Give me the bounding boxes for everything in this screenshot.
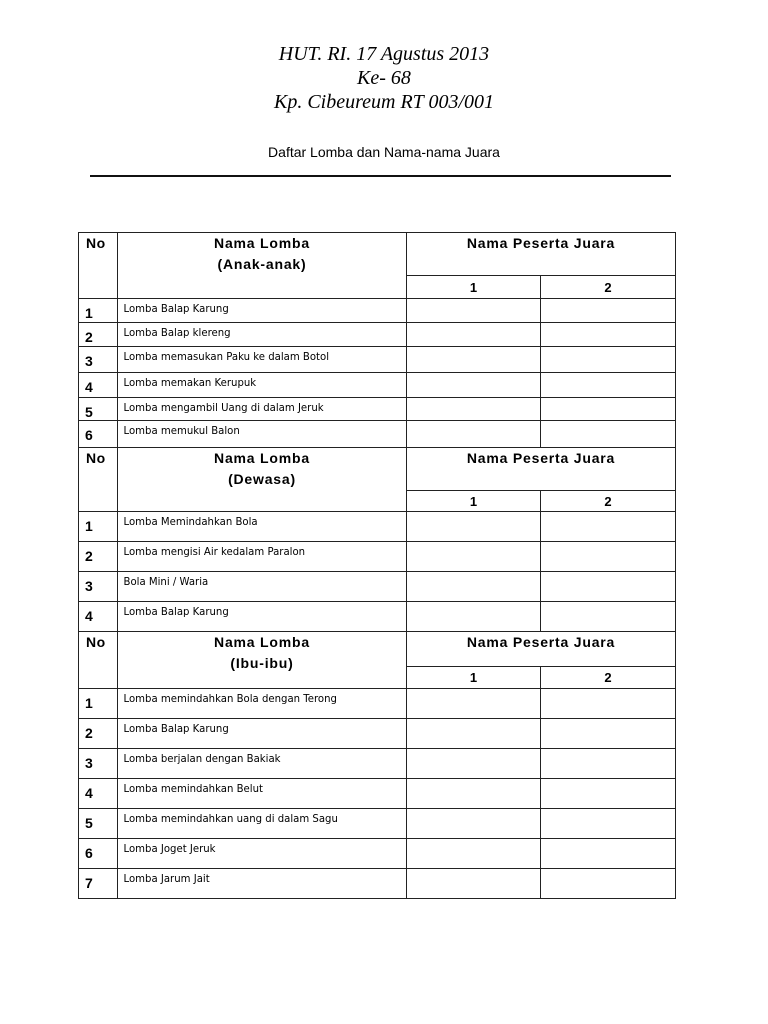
winner-2-cell[interactable] bbox=[541, 542, 676, 572]
rank-2-header: 2 bbox=[541, 667, 676, 689]
row-number: 2 bbox=[79, 542, 118, 572]
rank-2-header: 2 bbox=[541, 491, 676, 512]
title-event: HUT. RI. 17 Agustus 2013 bbox=[278, 43, 490, 65]
event-cell bbox=[118, 749, 407, 779]
winner-2-cell[interactable] bbox=[541, 323, 676, 347]
row-number: 6 bbox=[79, 421, 118, 448]
row-number: 2 bbox=[79, 719, 118, 749]
winner-2-cell[interactable] bbox=[541, 689, 676, 719]
event-name: Lomba mengambil Uang di dalam Jeruk bbox=[123, 401, 324, 414]
winner-1-cell[interactable] bbox=[407, 689, 541, 719]
winner-2-cell[interactable] bbox=[541, 398, 676, 421]
event-cell bbox=[118, 869, 407, 899]
winners-header: Nama Peserta Juara bbox=[407, 233, 676, 276]
row-number: 1 bbox=[79, 689, 118, 719]
rank-1-header: 1 bbox=[407, 491, 541, 512]
row-number: 7 bbox=[79, 869, 118, 899]
table-row bbox=[79, 602, 676, 632]
document-subtitle: Daftar Lomba dan Nama-nama Juara bbox=[268, 144, 500, 160]
table-row bbox=[79, 347, 676, 373]
section-header-dewasa bbox=[79, 448, 676, 491]
winner-2-cell[interactable] bbox=[541, 373, 676, 398]
event-name: Lomba memindahkan uang di dalam Sagu bbox=[123, 812, 338, 825]
category-label: (Dewasa) bbox=[228, 471, 296, 487]
event-name-label: Nama Lomba bbox=[214, 235, 310, 251]
winner-2-cell[interactable] bbox=[541, 839, 676, 869]
winner-2-cell[interactable] bbox=[541, 869, 676, 899]
winner-1-cell[interactable] bbox=[407, 779, 541, 809]
row-number: 5 bbox=[79, 398, 118, 421]
row-number: 3 bbox=[79, 347, 118, 373]
rank-2-header: 2 bbox=[541, 276, 676, 299]
event-name-label: Nama Lomba bbox=[214, 450, 310, 466]
event-name: Lomba memindahkan Bola dengan Terong bbox=[123, 692, 337, 705]
event-name: Lomba memasukan Paku ke dalam Botol bbox=[123, 350, 330, 363]
winner-2-cell[interactable] bbox=[541, 749, 676, 779]
event-cell bbox=[118, 323, 407, 347]
event-name-label: Nama Lomba bbox=[214, 634, 310, 650]
event-cell bbox=[118, 572, 407, 602]
winner-1-cell[interactable] bbox=[407, 602, 541, 632]
event-name: Lomba Joget Jeruk bbox=[123, 842, 216, 855]
event-cell bbox=[118, 542, 407, 572]
winner-1-cell[interactable] bbox=[407, 719, 541, 749]
winner-1-cell[interactable] bbox=[407, 512, 541, 542]
event-name: Lomba Balap Karung bbox=[123, 722, 229, 735]
event-cell bbox=[118, 779, 407, 809]
winner-2-cell[interactable] bbox=[541, 421, 676, 448]
no-header: No bbox=[79, 632, 118, 689]
event-name: Lomba berjalan dengan Bakiak bbox=[123, 752, 281, 765]
event-name-header bbox=[118, 448, 407, 512]
event-cell bbox=[118, 299, 407, 323]
winner-2-cell[interactable] bbox=[541, 602, 676, 632]
event-name: Lomba mengisi Air kedalam Paralon bbox=[123, 545, 306, 558]
event-cell bbox=[118, 602, 407, 632]
table-row bbox=[79, 299, 676, 323]
event-name: Bola Mini / Waria bbox=[123, 575, 209, 588]
table-row bbox=[79, 689, 676, 719]
winner-1-cell[interactable] bbox=[407, 299, 541, 323]
row-number: 1 bbox=[79, 512, 118, 542]
category-label: (Anak-anak) bbox=[217, 256, 307, 272]
winner-2-cell[interactable] bbox=[541, 809, 676, 839]
row-number: 1 bbox=[79, 299, 118, 323]
table-row bbox=[79, 839, 676, 869]
event-cell bbox=[118, 839, 407, 869]
rank-1-header: 1 bbox=[407, 667, 541, 689]
winner-1-cell[interactable] bbox=[407, 542, 541, 572]
table-row bbox=[79, 779, 676, 809]
winners-table bbox=[78, 232, 676, 899]
event-cell bbox=[118, 512, 407, 542]
title-location: Kp. Cibeureum RT 003/001 bbox=[273, 91, 494, 113]
winner-1-cell[interactable] bbox=[407, 421, 541, 448]
winners-header: Nama Peserta Juara bbox=[407, 632, 676, 667]
winner-2-cell[interactable] bbox=[541, 719, 676, 749]
row-number: 4 bbox=[79, 602, 118, 632]
winner-1-cell[interactable] bbox=[407, 809, 541, 839]
winners-header: Nama Peserta Juara bbox=[407, 448, 676, 491]
event-name: Lomba Jarum Jait bbox=[123, 872, 210, 885]
winner-2-cell[interactable] bbox=[541, 299, 676, 323]
row-number: 4 bbox=[79, 373, 118, 398]
winner-1-cell[interactable] bbox=[407, 749, 541, 779]
winner-1-cell[interactable] bbox=[407, 572, 541, 602]
table-row bbox=[79, 869, 676, 899]
table-row bbox=[79, 512, 676, 542]
no-header: No bbox=[79, 233, 118, 299]
table-row bbox=[79, 421, 676, 448]
row-number: 3 bbox=[79, 572, 118, 602]
table-row bbox=[79, 749, 676, 779]
event-name: Lomba Balap Karung bbox=[123, 302, 229, 315]
row-number: 3 bbox=[79, 749, 118, 779]
section-header-anak-anak bbox=[79, 233, 676, 276]
table-row bbox=[79, 323, 676, 347]
event-cell bbox=[118, 809, 407, 839]
table-row bbox=[79, 572, 676, 602]
event-name: Lomba memindahkan Belut bbox=[123, 782, 263, 795]
table-row bbox=[79, 398, 676, 421]
event-cell bbox=[118, 347, 407, 373]
category-label: (Ibu-ibu) bbox=[230, 655, 294, 671]
event-cell bbox=[118, 421, 407, 448]
winner-1-cell[interactable] bbox=[407, 373, 541, 398]
row-number: 5 bbox=[79, 809, 118, 839]
event-cell bbox=[118, 719, 407, 749]
no-header: No bbox=[79, 448, 118, 512]
event-cell bbox=[118, 398, 407, 421]
title-edition: Ke- 68 bbox=[357, 67, 411, 89]
event-name: Lomba Balap Karung bbox=[123, 605, 229, 618]
winner-2-cell[interactable] bbox=[541, 347, 676, 373]
divider-line bbox=[90, 175, 671, 177]
event-cell bbox=[118, 689, 407, 719]
event-name: Lomba Memindahkan Bola bbox=[123, 515, 258, 528]
winner-1-cell[interactable] bbox=[407, 839, 541, 869]
winner-2-cell[interactable] bbox=[541, 779, 676, 809]
winner-1-cell[interactable] bbox=[407, 323, 541, 347]
event-name: Lomba Balap klereng bbox=[123, 326, 231, 339]
winner-1-cell[interactable] bbox=[407, 398, 541, 421]
event-name-header bbox=[118, 632, 407, 689]
table-row bbox=[79, 542, 676, 572]
rank-1-header: 1 bbox=[407, 276, 541, 299]
table-row bbox=[79, 809, 676, 839]
winner-2-cell[interactable] bbox=[541, 572, 676, 602]
event-name: Lomba memakan Kerupuk bbox=[123, 376, 257, 389]
event-cell bbox=[118, 373, 407, 398]
winner-1-cell[interactable] bbox=[407, 869, 541, 899]
winner-1-cell[interactable] bbox=[407, 347, 541, 373]
section-header-ibu-ibu bbox=[79, 632, 676, 667]
event-name: Lomba memukul Balon bbox=[123, 424, 240, 437]
row-number: 6 bbox=[79, 839, 118, 869]
event-name-header bbox=[118, 233, 407, 299]
table-row bbox=[79, 719, 676, 749]
table-row bbox=[79, 373, 676, 398]
winner-2-cell[interactable] bbox=[541, 512, 676, 542]
row-number: 4 bbox=[79, 779, 118, 809]
row-number: 2 bbox=[79, 323, 118, 347]
